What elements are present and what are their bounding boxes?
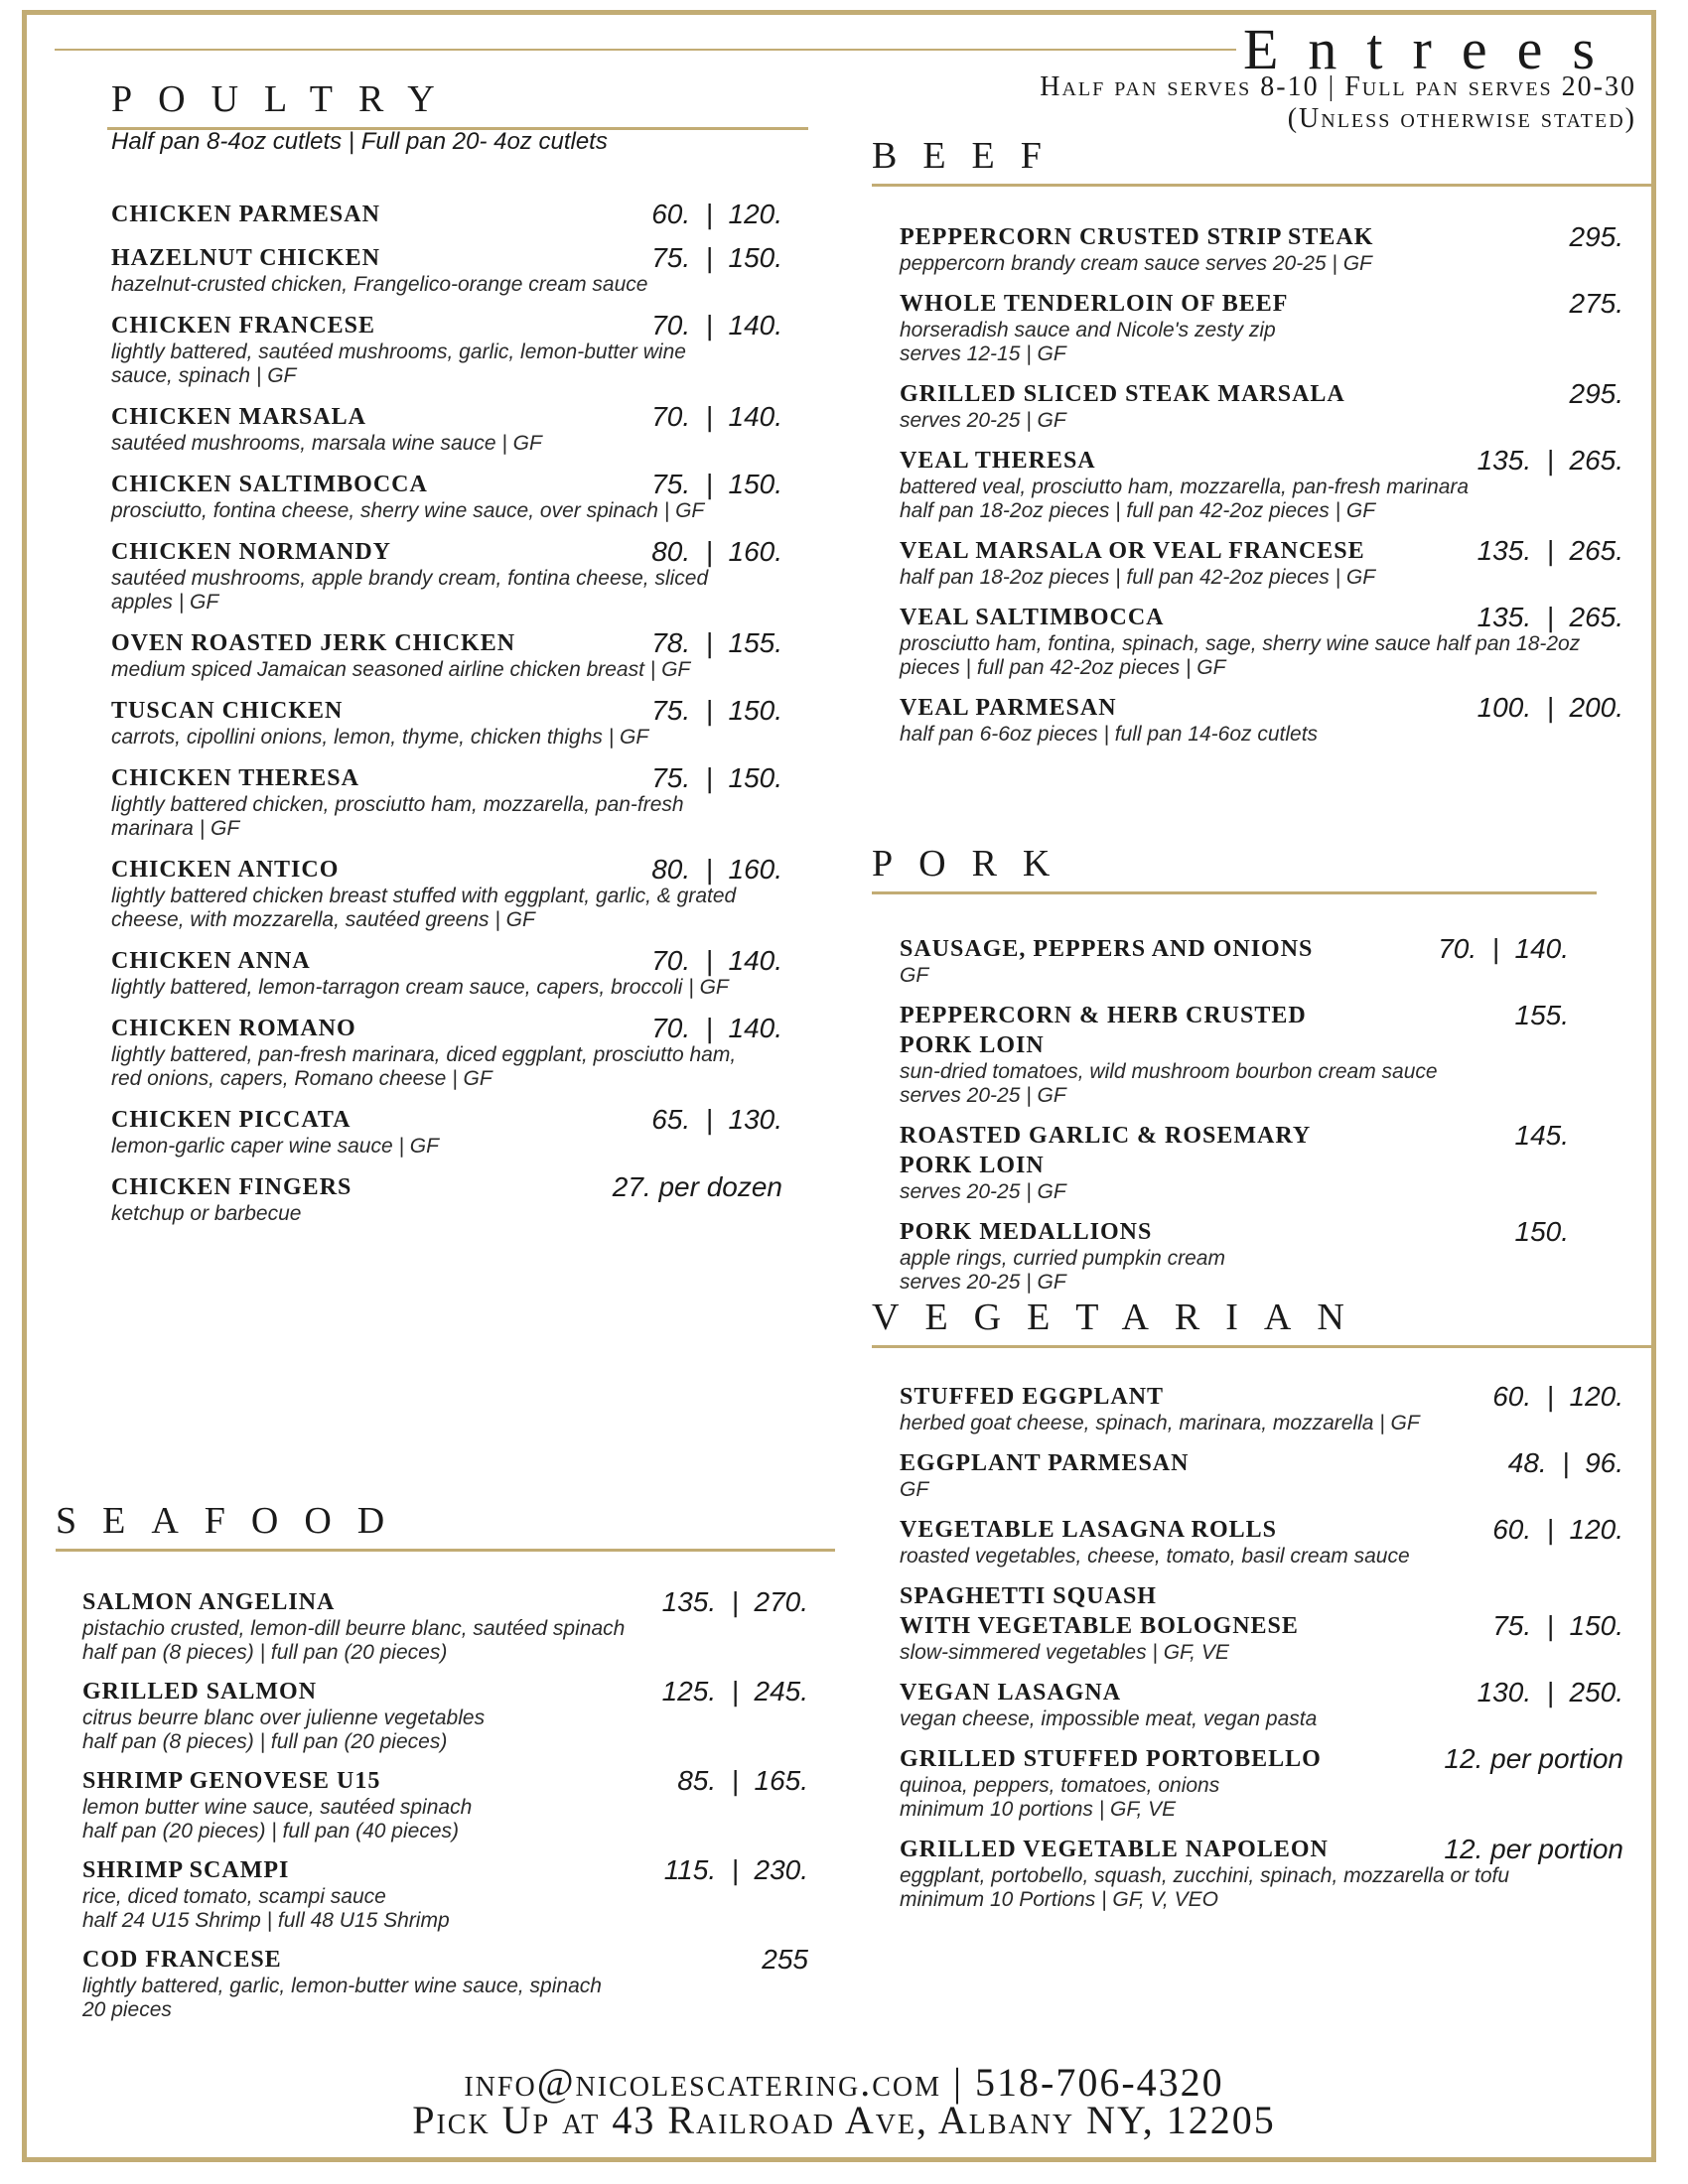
section-poultry — [111, 77, 811, 1226]
menu-item — [900, 289, 1623, 366]
menu-list — [900, 934, 1569, 1295]
item-description: herbed goat cheese, spinach, marinara, mozzarella | GF — [900, 1412, 1420, 1434]
menu-item — [900, 1001, 1569, 1108]
item-price: 27. per dozen — [612, 1171, 782, 1202]
item-description: vegan cheese, impossible meat, vegan pasta — [900, 1707, 1318, 1730]
item-price: 125. | 245. — [661, 1676, 808, 1706]
menu-item — [900, 1835, 1623, 1912]
item-name: SALMON ANGELINA — [82, 1589, 336, 1615]
section-pork — [872, 842, 1597, 1295]
menu-item — [900, 446, 1623, 523]
item-description: battered veal, prosciutto ham, mozzarella, pan-fresh marinara half pan 18-2oz pieces | full pan 42-2oz pieces | GF — [900, 476, 1470, 522]
menu-item — [900, 1217, 1569, 1295]
menu-item — [111, 470, 782, 523]
item-name: PORK MEDALLIONS — [900, 1219, 1153, 1245]
serving-info: Half pan serves 8-10 | Full pan serves 20-30 — [1040, 71, 1636, 102]
item-name: CHICKEN PICCATA — [111, 1107, 352, 1133]
item-name: GRILLED VEGETABLE NAPOLEON — [900, 1837, 1329, 1862]
item-price: 65. | 130. — [651, 1104, 782, 1135]
section-title: VEGETARIAN — [872, 1297, 1370, 1338]
item-description: lemon butter wine sauce, sautéed spinach half pan (20 pieces) | full pan (40 pieces) — [82, 1796, 473, 1843]
item-description: prosciutto ham, fontina, spinach, sage, sherry wine sauce half pan 18-2oz pieces | full pan 42-2oz pieces | GF — [900, 632, 1581, 679]
section-rule — [872, 184, 1651, 187]
header-rule — [55, 49, 1236, 51]
menu-item — [82, 1677, 808, 1754]
menu-item — [900, 1678, 1623, 1731]
item-price: 100. | 200. — [1477, 692, 1623, 723]
section-beef — [872, 134, 1651, 747]
item-description: prosciutto, fontina cheese, sherry wine sauce, over spinach | GF — [111, 499, 705, 522]
section-seafood — [56, 1499, 835, 2022]
item-price: 75. | 150. — [651, 762, 782, 793]
item-description: apple rings, curried pumpkin cream serves 20-25 | GF — [900, 1247, 1225, 1294]
menu-list — [900, 222, 1623, 747]
item-description: citrus beurre blanc over julienne vegetables half pan (8 pieces) | full pan (20 pieces) — [82, 1706, 486, 1753]
item-price: 60. | 120. — [1492, 1381, 1623, 1412]
item-price: 75. | 150. — [651, 242, 782, 273]
item-name: PEPPERCORN CRUSTED STRIP STEAK — [900, 224, 1374, 250]
menu-item — [111, 1014, 782, 1091]
item-price: 48. | 96. — [1507, 1447, 1623, 1478]
item-description: serves 20-25 | GF — [900, 1180, 1066, 1203]
item-name: GRILLED SLICED STEAK MARSALA — [900, 381, 1345, 407]
menu-list — [82, 1587, 808, 2022]
item-description: slow-simmered vegetables | GF, VE — [900, 1641, 1229, 1664]
page-title: Entrees — [1243, 17, 1624, 81]
item-name: VEGETABLE LASAGNA ROLLS — [900, 1517, 1277, 1543]
item-name: SHRIMP GENOVESE U15 — [82, 1768, 381, 1794]
item-price: 115. | 230. — [663, 1854, 808, 1885]
item-description: lightly battered chicken breast stuffed with eggplant, garlic, & grated cheese, with mozzarella, sautéed greens | GF — [111, 885, 737, 931]
menu-list — [111, 200, 782, 1226]
item-description: eggplant, portobello, squash, zucchini, spinach, mozzarella or tofu minimum 10 Portions | GF, V, VEO — [900, 1864, 1510, 1911]
section-title: PORK — [872, 843, 1076, 885]
menu-item — [111, 628, 782, 682]
item-description: ketchup or barbecue — [111, 1202, 302, 1225]
section-title: BEEF — [872, 135, 1067, 177]
item-name: HAZELNUT CHICKEN — [111, 245, 380, 271]
item-name: CHICKEN PARMESAN — [111, 202, 380, 227]
item-description: peppercorn brandy cream sauce serves 20-25 | GF — [900, 252, 1372, 275]
item-name: CHICKEN SALTIMBOCCA — [111, 472, 428, 497]
menu-item — [900, 1448, 1623, 1502]
menu-item — [900, 222, 1623, 276]
item-name: STUFFED EGGPLANT — [900, 1384, 1165, 1410]
menu-item — [82, 1855, 808, 1933]
item-price: 295. — [1569, 221, 1623, 252]
section-vegetarian — [872, 1296, 1651, 1912]
menu-item — [900, 603, 1623, 680]
item-description: half pan 18-2oz pieces | full pan 42-2oz pieces | GF — [900, 566, 1376, 589]
item-price: 75. | 150. — [651, 469, 782, 499]
item-description: lightly battered, garlic, lemon-butter wine sauce, spinach 20 pieces — [82, 1975, 602, 2021]
menu-item — [900, 1581, 1623, 1665]
menu-item — [111, 243, 782, 297]
menu-item — [900, 1121, 1569, 1204]
item-price: 70. | 140. — [651, 401, 782, 432]
menu-item — [111, 1172, 782, 1226]
menu-item — [82, 1766, 808, 1843]
item-name: CHICKEN FINGERS — [111, 1174, 352, 1200]
item-price: 130. | 250. — [1477, 1677, 1623, 1707]
item-description: rice, diced tomato, scampi sauce half 24 U15 Shrimp | full 48 U15 Shrimp — [82, 1885, 450, 1932]
item-price: 295. — [1569, 378, 1623, 409]
item-name: EGGPLANT PARMESAN — [900, 1450, 1190, 1476]
item-description: pistachio crusted, lemon-dill beurre blanc, sautéed spinach half pan (8 pieces) | full pan (20 pieces) — [82, 1617, 626, 1664]
menu-item — [82, 1945, 808, 2022]
item-description: quinoa, peppers, tomatoes, onions minimum 10 portions | GF, VE — [900, 1774, 1220, 1821]
item-name: TUSCAN CHICKEN — [111, 698, 344, 724]
item-price: 60. | 120. — [651, 199, 782, 229]
item-name: VEGAN LASAGNA — [900, 1680, 1122, 1706]
item-price: 78. | 155. — [651, 627, 782, 658]
item-price: 70. | 140. — [651, 310, 782, 341]
item-name: CHICKEN ANTICO — [111, 857, 340, 883]
menu-item — [111, 537, 782, 614]
section-note: Half pan 8-4oz cutlets | Full pan 20- 4oz cutlets — [111, 128, 608, 155]
menu-item — [900, 1744, 1623, 1822]
menu-item — [111, 200, 782, 229]
item-name: SPAGHETTI SQUASH WITH VEGETABLE BOLOGNESE — [900, 1583, 1299, 1639]
item-description: medium spiced Jamaican seasoned airline chicken breast | GF — [111, 658, 691, 681]
item-name: COD FRANCESE — [82, 1947, 282, 1973]
item-price: 70. | 140. — [1438, 933, 1569, 964]
item-name: CHICKEN NORMANDY — [111, 539, 391, 565]
item-name: VEAL MARSALA OR VEAL FRANCESE — [900, 538, 1365, 564]
footer-pickup: Pick Up at 43 Railroad Ave, Albany NY, 12205 — [412, 2098, 1276, 2142]
item-name: CHICKEN ROMANO — [111, 1016, 356, 1041]
menu-list — [900, 1382, 1623, 1912]
menu-item — [900, 693, 1623, 747]
item-description: sautéed mushrooms, marsala wine sauce | GF — [111, 432, 542, 455]
item-price: 135. | 265. — [1477, 535, 1623, 566]
item-price: 75. | 150. — [1492, 1610, 1623, 1641]
menu-item — [900, 379, 1623, 433]
item-name: GRILLED SALMON — [82, 1679, 318, 1705]
item-name: GRILLED STUFFED PORTOBELLO — [900, 1746, 1322, 1772]
item-description: carrots, cipollini onions, lemon, thyme, chicken thighs | GF — [111, 726, 649, 749]
item-price: 80. | 160. — [651, 536, 782, 567]
item-name: SAUSAGE, PEPPERS AND ONIONS — [900, 936, 1314, 962]
item-description: sun-dried tomatoes, wild mushroom bourbon cream sauce serves 20-25 | GF — [900, 1060, 1438, 1107]
item-description: half pan 6-6oz pieces | full pan 14-6oz cutlets — [900, 723, 1319, 746]
item-description: lightly battered, pan-fresh marinara, diced eggplant, prosciutto ham, red onions, capers, Romano cheese | GF — [111, 1043, 737, 1090]
menu-item — [82, 1587, 808, 1665]
item-name: PEPPERCORN & HERB CRUSTED PORK LOIN — [900, 1003, 1307, 1058]
menu-item — [900, 1515, 1623, 1569]
menu-item — [900, 934, 1569, 988]
item-description: GF — [900, 1478, 929, 1501]
item-description: sautéed mushrooms, apple brandy cream, fontina cheese, sliced apples | GF — [111, 567, 709, 614]
item-name: SHRIMP SCAMPI — [82, 1857, 290, 1883]
item-name: ROASTED GARLIC & ROSEMARY PORK LOIN — [900, 1123, 1311, 1178]
item-name: CHICKEN ANNA — [111, 948, 311, 974]
section-rule — [872, 1345, 1651, 1348]
section-rule — [872, 891, 1597, 894]
menu-item — [111, 402, 782, 456]
item-name: VEAL THERESA — [900, 448, 1096, 474]
item-price: 12. per portion — [1444, 1743, 1623, 1774]
item-price: 135. | 265. — [1477, 602, 1623, 632]
menu-item — [111, 946, 782, 1000]
menu-item — [111, 696, 782, 750]
item-name: OVEN ROASTED JERK CHICKEN — [111, 630, 516, 656]
footer-contact: info@nicolescatering.com | 518-706-4320 — [464, 2060, 1224, 2105]
item-description: horseradish sauce and Nicole's zesty zip serves 12-15 | GF — [900, 319, 1276, 365]
item-price: 155. — [1514, 1000, 1569, 1030]
menu-item — [900, 1382, 1623, 1435]
item-price: 70. | 140. — [651, 1013, 782, 1043]
item-description: GF — [900, 964, 929, 987]
menu-item — [111, 1105, 782, 1159]
section-rule — [56, 1549, 835, 1552]
item-price: 150. — [1514, 1216, 1569, 1247]
item-price: 70. | 140. — [651, 945, 782, 976]
item-price: 80. | 160. — [651, 854, 782, 885]
item-description: roasted vegetables, cheese, tomato, basil cream sauce — [900, 1545, 1410, 1568]
item-price: 135. | 270. — [661, 1586, 808, 1617]
section-title: POULTRY — [111, 78, 461, 120]
item-name: VEAL SALTIMBOCCA — [900, 605, 1165, 630]
item-description: lightly battered, sautéed mushrooms, garlic, lemon-butter wine sauce, spinach | GF — [111, 341, 686, 387]
item-name: CHICKEN THERESA — [111, 765, 359, 791]
section-title: SEAFOOD — [56, 1500, 411, 1542]
item-description: lightly battered, lemon-tarragon cream sauce, capers, broccoli | GF — [111, 976, 729, 999]
item-description: lightly battered chicken, prosciutto ham, mozzarella, pan-fresh marinara | GF — [111, 793, 684, 840]
item-description: lemon-garlic caper wine sauce | GF — [111, 1135, 439, 1158]
menu-item — [111, 311, 782, 388]
item-price: 85. | 165. — [677, 1765, 808, 1796]
item-name: WHOLE TENDERLOIN OF BEEF — [900, 291, 1289, 317]
item-name: CHICKEN MARSALA — [111, 404, 367, 430]
item-description: serves 20-25 | GF — [900, 409, 1066, 432]
serving-info-note: (Unless otherwise stated) — [1287, 103, 1636, 134]
menu-item — [900, 536, 1623, 590]
item-price: 60. | 120. — [1492, 1514, 1623, 1545]
item-price: 75. | 150. — [651, 695, 782, 726]
item-price: 255 — [762, 1944, 808, 1975]
item-name: CHICKEN FRANCESE — [111, 313, 376, 339]
item-name: VEAL PARMESAN — [900, 695, 1117, 721]
menu-item — [111, 763, 782, 841]
item-price: 145. — [1514, 1120, 1569, 1151]
item-price: 12. per portion — [1444, 1834, 1623, 1864]
item-description: hazelnut-crusted chicken, Frangelico-orange cream sauce — [111, 273, 648, 296]
item-price: 275. — [1569, 288, 1623, 319]
item-price: 135. | 265. — [1477, 445, 1623, 476]
menu-item — [111, 855, 782, 932]
